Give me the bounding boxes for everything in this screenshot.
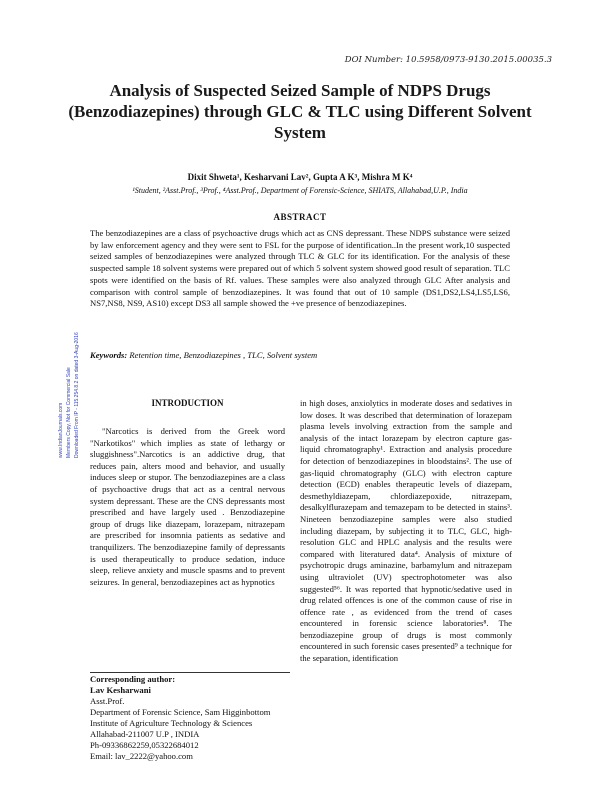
corresponding-email[interactable]: Email: lav_2222@yahoo.com xyxy=(90,751,193,761)
keywords-label: Keywords: xyxy=(90,350,128,360)
right-column xyxy=(300,398,512,665)
abstract-heading: ABSTRACT xyxy=(273,212,327,222)
corresponding-position: Asst.Prof. xyxy=(90,696,125,706)
corresponding-label: Corresponding author: xyxy=(90,674,176,684)
author-list: Dixit Shweta¹, Kesharvani Lav², Gupta A K³, Mishra M K⁴ xyxy=(187,172,413,182)
intro-paragraph-left: "Narcotics is derived from the Greek word "Narkotikos" which implies as state of lethargy or sluggishness".Narcotics is an addictive drug, that reduces pain, alters mood and behavior, and usually induces sleep or stupor. The benzodiazepines are a class of psychoactive drugs that act as a central nervous system depressant. These are the CNS depressants most prescribed and have largely used . Benzodiazepine group of drugs like diazepam, lorazepam, nitrazepam are prescribed for insomnia patients as sedative and tranquilizers. The benzodiazepine family of depressants is used therapeutically to produce sedation, induce sleep, relieve anxiety and muscle spasms and to prevent seizures. In general, benzodiazepines act as hypnotics xyxy=(90,426,285,587)
keywords xyxy=(90,350,510,360)
left-column xyxy=(90,398,285,588)
corresponding-address: Allahabad-211007 U.P , INDIA xyxy=(90,729,200,739)
introduction-heading: INTRODUCTION xyxy=(151,398,224,408)
corresponding-department: Department of Forensic Science, Sam Higginbottom xyxy=(90,707,271,717)
corresponding-phone: Ph-09336862259,05322684012 xyxy=(90,740,199,750)
doi-line: DOI Number: 10.5958/0973-9130.2015.00035.3 xyxy=(344,55,552,65)
watermark-site: www.IndianJournals.com xyxy=(58,402,64,458)
author-affiliation: ¹Student, ²Asst.Prof., ³Prof., ⁴Asst.Prof., Department of Forensic-Science, SHIATS, Allahabad,U.P., India xyxy=(132,186,468,195)
abstract-text: The benzodiazepines are a class of psychoactive drugs which act as CNS depressant. These NDPS substance were seized by law enforcement agency and they were sent to FSL for the purpose of identification..In the present work,10 suspected seized samples of benzodiazepines were analyzed through TLC & GLC for its identification. For the analysis of these suspected sample 18 solvent systems were prepared out of which 5 solvent system showed good result of separation. TLC spots were identified on the basis of Rf. values. These samples were also analyzed through GLC After analysis and comparison with control sample of benzodiazepines. It was found that out of 10 sample (DS1,DS2,LS4,LS5,LS6, NS7,NS8, NS9, AS10) except DS3 all sample showed the +ve presence of benzodiazepines. xyxy=(90,228,510,309)
watermark-members: Members Copy, Not for Commercial Sale xyxy=(66,367,72,458)
watermark-download: Downloaded From IP - 115.254.8.2 on dated 3-Aug-2016 xyxy=(74,332,80,458)
intro-paragraph-right: in high doses, anxiolytics in moderate doses and sedatives in low doses. It was described that determination of lorazepam plasma levels involving extraction from the sample and analysis of the intact lorazepam by electron capture gas-liquid chromatography¹. Extraction and analysis procedure for detection of benzodiazepines in bloodstains². The use of gas-liquid chromatography (GLC) with electron capture detection (ECD) enables therapeutic levels of diazepam, desmethyldiazepam, chlordiazepoxide, nitrazepam, desalkylflurazepam and temazepam to be detected in stains³. Nineteen benzodiazepine samples were also studied including diazepam, by subjecting it to TLC, GLC, high-resolution GLC and HPLC analysis and the results were compared with literatured data⁴. Analysis of mixture of psychotropic drugs aminazine, barbamylum and nitrazepam using ultraviolet (UV) spectrophotometer was also suggested⁵⁶. It was reported that hypnotic/sedative used in drug related offences is one of the common cause of rise in offence rate , as evidenced from the trend of cases encountered in forensic science laboratories⁸. The benzodiazepine group of drugs is most commonly encountered in such forensic cases presented⁹ a technique for the separation, identification xyxy=(300,398,512,664)
corresponding-name: Lav Kesharwani xyxy=(90,685,151,695)
corresponding-author-block xyxy=(90,672,290,762)
paper-title: Analysis of Suspected Seized Sample of NDPS Drugs (Benzodiazepines) through GLC & TLC using Different Solvent System xyxy=(68,81,532,142)
corresponding-institute: Institute of Agriculture Technology & Sciences xyxy=(90,718,253,728)
download-watermark xyxy=(58,318,90,458)
keywords-text: Retention time, Benzodiazepines , TLC, Solvent system xyxy=(127,350,318,360)
